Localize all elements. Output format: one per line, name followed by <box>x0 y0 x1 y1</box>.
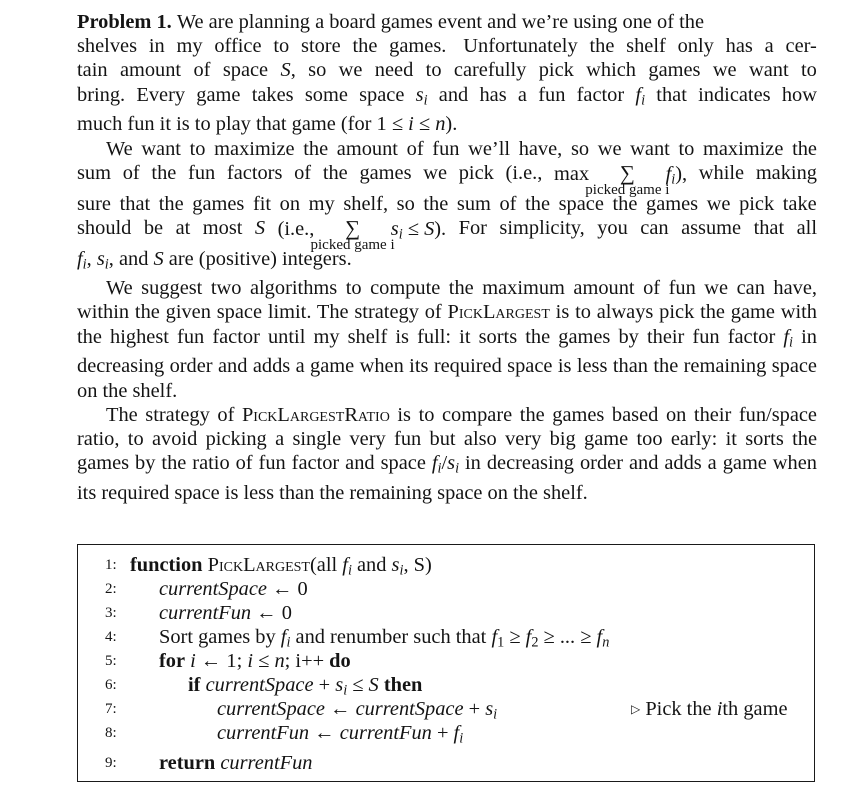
sum-symbol: ∑ picked game i <box>585 160 670 198</box>
algorithm-line: 9: return currentFun <box>105 752 313 774</box>
algorithm-box <box>77 544 815 782</box>
problem-text <box>77 10 817 505</box>
algorithm-line: 4: Sort games by $f_i$ and renumber such that $f_1 \ge f_2$ ≥ ... ≥ $f_n$ <box>105 626 610 651</box>
problem-paragraph-4: The strategy of PickLargestRatio is to compare the games based on their fun/space ratio, to avoid picking a single very fun but also very big game too early: it sorts the games by the ratio of fun factor and space $f_i/s_i$ in decreasing order and adds a game when its required space is less than the remaining space on the shelf. <box>77 403 817 505</box>
algorithm-line: 7: currentSpace ← currentSpace + $s_i$ ▷ Pick the ith game <box>105 698 788 723</box>
problem-label: Problem 1. <box>77 11 172 33</box>
algorithm-line: 5: for i ← 1; i ≤ n; i++ do <box>105 650 351 672</box>
algorithm-comment: ▷ Pick the ith game <box>631 698 788 720</box>
algorithm-line: 1: function PickLargest(all $f_i$ and $s_i$, S) <box>105 554 432 579</box>
algorithm-line: 3: currentFun ← 0 <box>105 602 292 624</box>
algorithm-line: 8: currentFun ← currentFun + $f_i$ <box>105 722 464 747</box>
sum-symbol: ∑ picked game i <box>310 215 395 253</box>
problem-paragraph-3: We suggest two algorithms to compute the maximum amount of fun we can have, within the given space limit. The strategy of PickLargest is to always pick the game with the highest fun factor until my shelf is full: it sorts the games by their fun factor $f_i$ in decreasing order and adds a game when its required space is less than the remaining space on the shelf. <box>77 277 817 402</box>
algorithm-line: 2: currentSpace ← 0 <box>105 578 308 600</box>
problem-paragraph-1: Problem 1. We are planning a board games event and we’re using one of the shelves in my office to store the games. Unfortunately the shelf only has a cer- tain amount of space S, so we need to carefully pick which games we want to bring. Every game takes some space $s_i$ and has a fun factor $f_i$ that indicates how much fun it is to play that game (for 1 ≤ i ≤ n). <box>77 11 817 136</box>
algorithm-line: 6: if currentSpace + $s_i \le S$ then <box>105 674 423 699</box>
problem-paragraph-2: We want to maximize the amount of fun we’ll have, so we want to maximize the sum of the fun factors of the games we pick (i.e., max ∑ picked game i $f_i$), while making sure that the games fit on my shelf, so the sum of the space the games we pick take should be at most S (i.e., ∑ picked game i $s_i \le S$). For simplicity, you can assume that all $f_i$, $s_i$, and S are (positive) integers. <box>77 137 817 273</box>
problem-p1-line-1: Problem 1. We are planning a board games event and we’re using one of the <box>77 11 705 33</box>
